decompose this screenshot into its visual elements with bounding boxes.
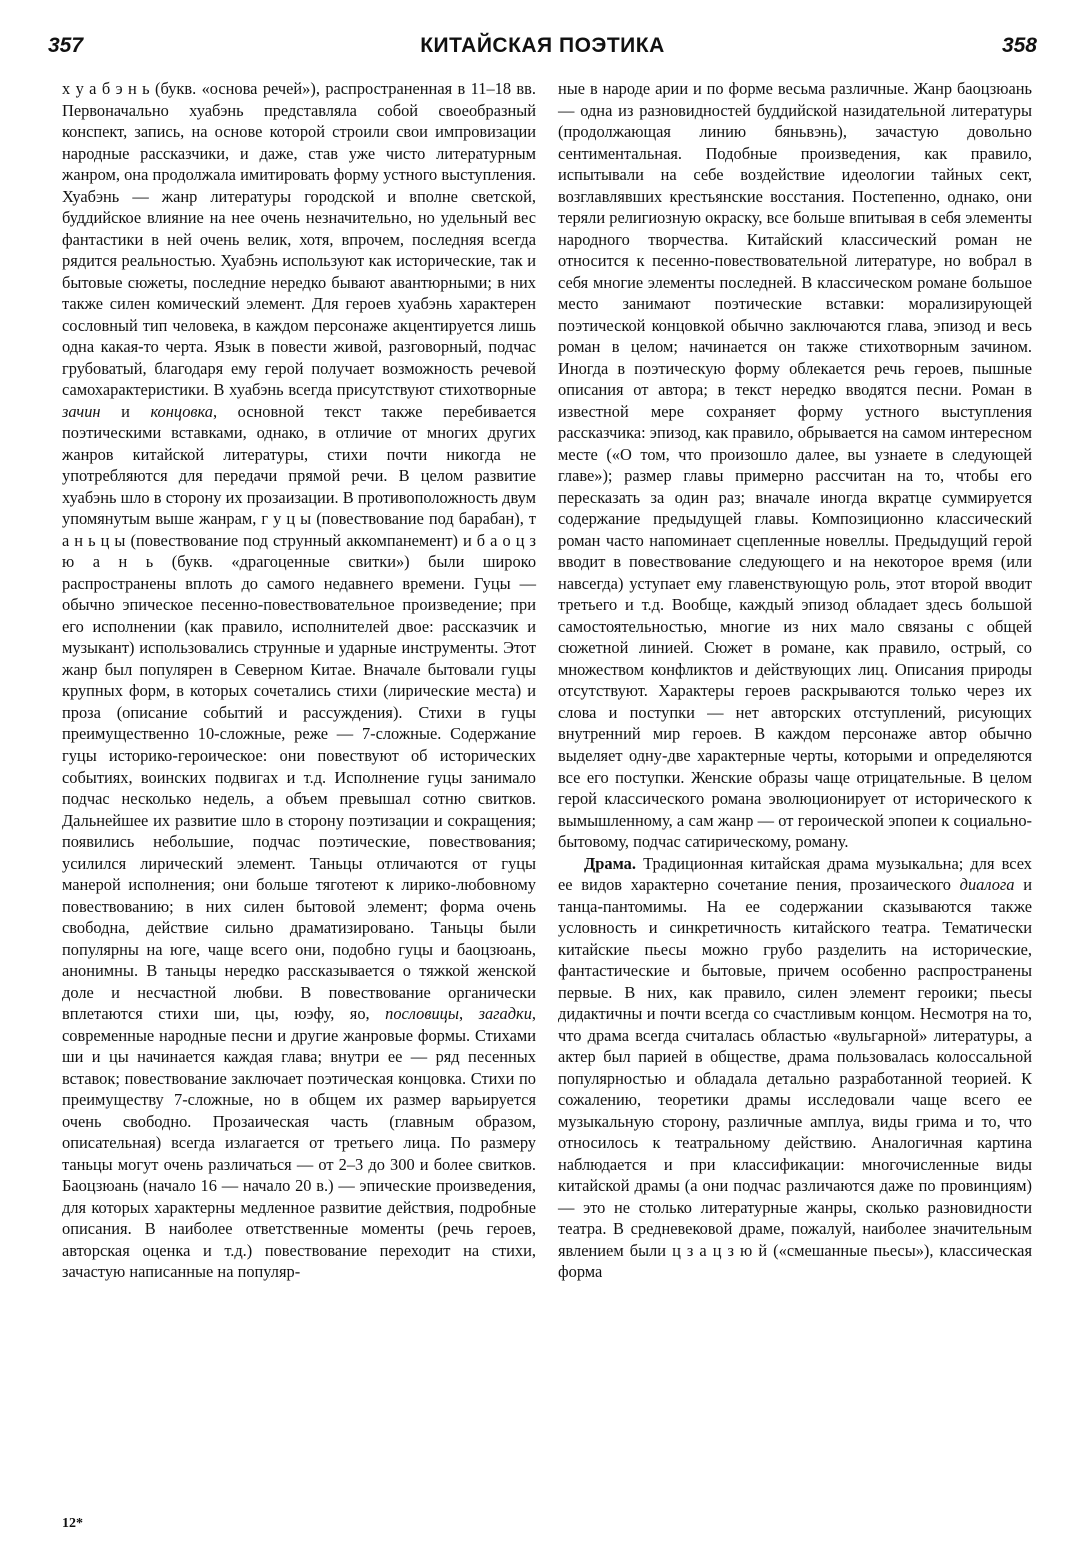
text-run: (повествование под барабан), — [311, 509, 529, 529]
term-poslovitsy: пословицы — [385, 1004, 459, 1024]
term-kontsovka: концовка — [150, 401, 213, 421]
running-title: КИТАЙСКАЯ ПОЭТИКА — [420, 34, 665, 57]
text-run: , основной текст также перебивается поэтическими вставками, однако, в отличие от многих других жанров китайской литературы, стихи почти никогда не употребляются для передачи прямой речи. В целом развитие хуабэнь шло в сторону их прозаизации. В противоположность двум упомянутым выше жанрам, — [62, 401, 536, 529]
term-zachin: зачин — [62, 401, 101, 421]
paragraph-novel: ные в народе арии и по форме весьма различные. Жанр баоцзюань — одна из разновидностей буддийской назидательной литературы (продолжающая линию бяньвэнь), зачастую довольно сентиментальная. Подобные произведения, как правило, испытывали на себе воздействие идеологии тайных сект, возглавлявших крестьянские восстания. Постепенно, однако, они теряли религиозную окраску, все больше впитывая в себя элементы народного творчества. Китайский классический роман не относится к песенно-повествовательной литературе, но вобрал в себя многие элементы последней. В классическом романе большое место занимают поэтические вставки: морализирующей поэтической концовкой обычно заключаются глава, эпизод и весь роман в целом; начинается он также стихотворным зачином. Иногда в поэтическую форму облекается речь героев, пышные описания от автора; в текст нередко вводятся песни. Роман в известной мере сохраняет форму устного выступления рассказчика: эпизод, как правило, обрывается на самом интересном месте («О том, что произошло далее, вы узнаете в следующей главе»); размер главы примерно рассчитан на то, чтобы его пересказать за один раз; вначале иногда вкратце суммируется содержание предыдущей главы. Композиционно классический роман часто напоминает сцепленные новеллы. Предыдущий герой вводит в повествование следующего и на некоторое время (или навсегда) уступает ему главенствующую роль, этот второй вводит третьего и т.д. Вообще, каждый эпизод обладает здесь большой самостоятельностью, многие из них мало связаны с общей сюжетной линией. Сюжет в романе, как правило, острый, со множеством конфликтов и действующих лиц. Описания природы отсутствуют. Характеры героев раскрываются только через их слова и поступки — нет авторских отступлений, рисующих внутренний мир героев. В каждом персонаже автор обычно выделяет одну-две характерные черты, которыми и определяются все его поступки. Женские образы чаще отрицательные. В целом герой классического романа эволюционирует от исторического к вымышленному, а сам жанр — от героической эпопеи к социально-бытовому, подчас сатирическому, роману. — [558, 79, 1032, 852]
text-run: , современные народные песни и другие жанровые формы. Стихами ши и цы начинается каждая глава; внутри ее — ряд песенных вставок; повествование заключает поэтическая концовка. Стихи по преимуществу 7-сложные, но в общем их размер варьируется очень свободно. Прозаическая часть (главным образом, описательная) всегда излагается от третьего лица. По размеру таньцы могут очень различаться — от 2–3 до 300 и более свитков. Баоцзюань (начало 16 — начало 20 в.) — эпические произведения, для которых характерны медленное развитие действия, подробные описания. В наиболее ответственные моменты (речь героев, авторская оценка и т.д.) повествование переходит на стихи, зачастую написанные на популяр- — [62, 1004, 537, 1282]
paragraph-drama — [558, 853, 1032, 1283]
term-tszatszyuy: ц з а ц з ю й — [672, 1240, 768, 1260]
page-number-right: 358 — [1001, 34, 1037, 57]
text-run: и танца-пантомимы. На ее содержании сказываются также условность и синкретичность китайского театра. Тематически китайские пьесы можно грубо разделить на исторические, фантастические и бытовые, причем особенно распространены первые. В них, как правило, силен элемент героики; пьесы дидактичны и почти всегда со счастливым концом. Несмотря на то, что драма всегда считалась областью «вульгарной» литературы, а актер был парией в обществе, драма пользовалась колоссальной популярностью и обладала детально разработанной теорией. К сожалению, теоретики драмы исследовали чаще всего ее музыкальную сторону, различные амплуа, виды грима и то, что относилось к театральному действию. Аналогичная картина наблюдается и при классификации: многочисленные виды китайской драмы (а они подчас различаются даже по провинциям) — это не столько литературные жанры, сколько разновидности театра. В средневековой драме, пожалуй, наиболее значительным явлением были — [558, 875, 1032, 1260]
page-number-left: 357 — [48, 34, 84, 57]
term-baotszyuan: б а о ц з ю а н ь — [62, 530, 536, 572]
text-run: (повествование под струнный аккомпанемент) и — [125, 530, 477, 550]
text-run: и — [100, 401, 151, 421]
term-gutsy: г у ц ы — [261, 509, 312, 529]
term-tantsy: т а н ь ц ы — [62, 509, 537, 550]
term-dialog: диалога — [959, 875, 1015, 895]
text-run: (букв. «драгоценные свитки») были широко распространены вплоть до самого недавнего времени. Гуцы — обычно эпическое песенно-повествовательное произведение; при его исполнении (как правило, исполнителей двое: рассказчик и музыкант) использовались струнные и ударные инструменты. Этот жанр был популярен в Северном Китае. Вначале бытовали гуцы крупных форм, в которых сочетались стихи (лирические места) и проза (описание событий и рассуждения). Стихи в гуцы преимущественно 10-сложные, реже — 7-сложные. Содержание гуцы историко-героическое: они повествуют об исторических событиях, воинских подвигах и т.д. Исполнение гуцы занимало подчас несколько недель, а объем превышал сотню свитков. Дальнейшее их развитие шло в сторону поэтизации и сокращения; появились небольшие, подчас поэтические, повествования; усилился лирический элемент. Таньцы отличаются от гуцы манерой исполнения; они больше тяготеют к лирико-любовному повествованию; в них силен бытовой элемент; форма очень свободна, действие сильно драматизировано. Таньцы были популярны на юге, чаще всего они, подобно гуцы и баоцзюань, анонимны. В таньцы нередко рассказывается о тяжкой женской доле и несчастной любви. В повествование органически вплетаются стихи ши, цы, юэфу, яо, — [62, 552, 537, 1024]
text-run: (букв. «основа речей»), распространенная в 11–18 вв. Первоначально хуабэнь представляла собой своеобразный конспект, запись, на основе которой строили свои импровизации народные рассказчики, и даже, став уже чисто литературным жанром, она продолжала имитировать форму устного выступления. Хуабэнь — жанр литературы городской и вполне светской, буддийское влияние на нее очень незначительно, но удельный вес фантастики в ней очень велик, хотя, впрочем, последняя всегда рядится реальностью. Хуабэнь используют как исторические, так и бытовые сюжеты, последние нередко бывают авантюрными; в них также силен комический элемент. Для героев хуабэнь характерен сословный тип человека, в каждом персонаже акцентируется лишь одна какая-то черта. Язык в повести живой, разговорный, подчас грубоватый, благодаря ему герой получает возможность речевой самохарактеристики. В хуабэнь всегда присутствуют стихотворные — [62, 79, 536, 400]
text-run: («смешанные пьесы»), классическая форма — [558, 1240, 1032, 1282]
section-heading-drama: Драма. — [584, 853, 636, 873]
text-run: Традиционная китайская драма музыкальна; для всех ее видов характерно сочетание пения, прозаического — [558, 853, 1032, 895]
paragraph-genres — [62, 78, 536, 1283]
term-zagadki: загадки — [478, 1004, 532, 1024]
right-column — [558, 78, 1032, 1283]
signature-mark: 12* — [62, 1516, 83, 1531]
text-run: , — [458, 1004, 479, 1024]
running-header — [38, 34, 1047, 68]
left-column — [62, 78, 536, 1283]
term-huaben: х у а б э н ь — [62, 79, 150, 98]
